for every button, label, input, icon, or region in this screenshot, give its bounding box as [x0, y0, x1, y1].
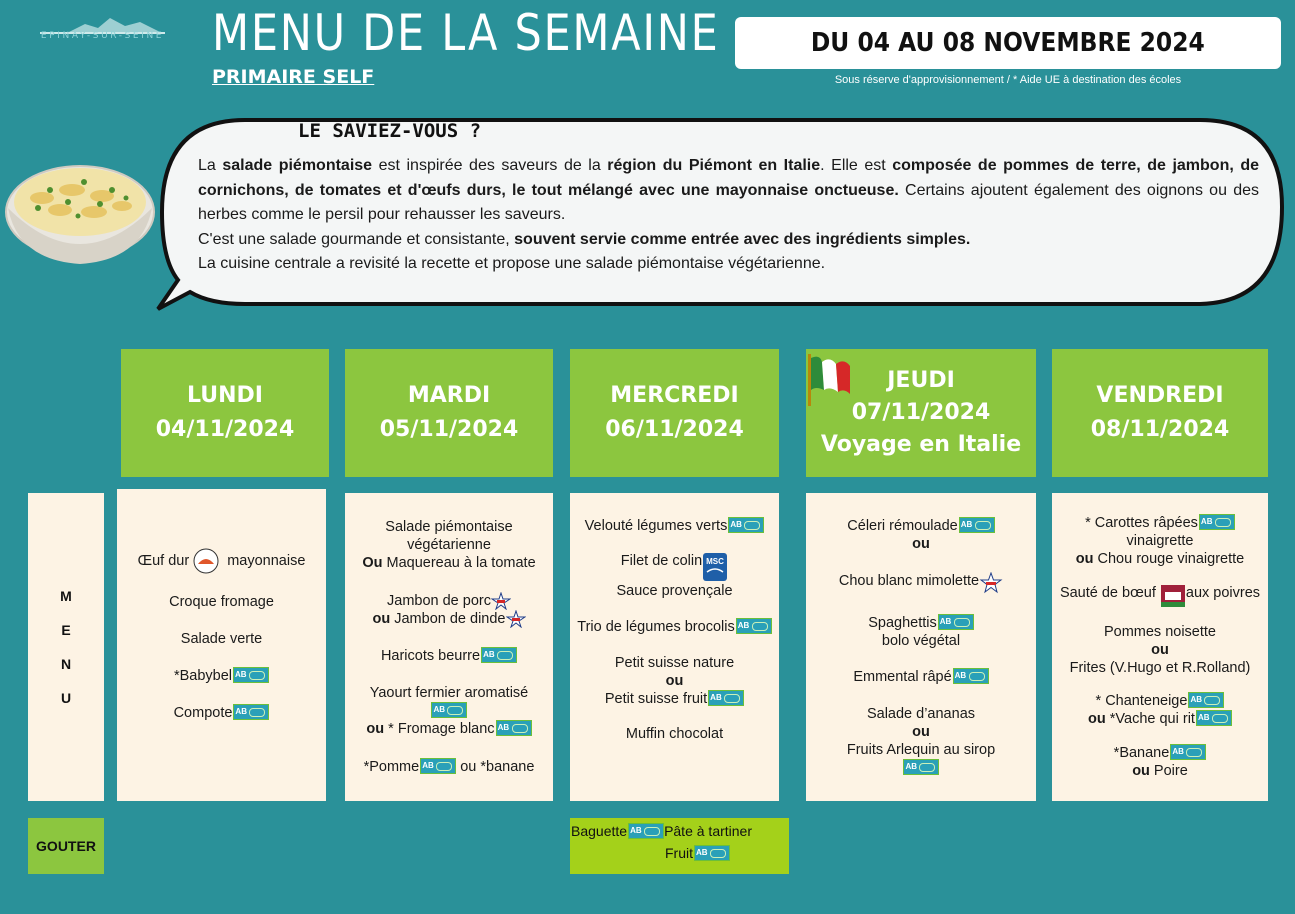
menu-item: * ChanteneigeAB ou *Vache qui ritAB — [1088, 692, 1232, 728]
day-header-mercredi — [570, 349, 779, 477]
day-date: 05/11/2024 — [379, 417, 519, 442]
organic-label-icon — [233, 704, 269, 720]
gouter-line-1: BaguetteAB Pâte à tartiner — [571, 823, 752, 839]
day-name: JEUDI — [887, 368, 955, 393]
menu-item: Yaourt fermier aromatisé AB ou * Fromage blancAB — [366, 684, 531, 738]
day-date: 04/11/2024 — [155, 417, 295, 442]
city-logo — [10, 12, 195, 48]
organic-label-icon — [1196, 710, 1232, 726]
day-theme: Voyage en Italie — [820, 432, 1022, 457]
svg-text:MSC: MSC — [706, 557, 725, 567]
menu-item: Chou blanc mimolette — [839, 572, 1003, 596]
menu-item: Salade piémontaise végétarienne Ou Maquereau à la tomate — [362, 519, 536, 572]
day-name: LUNDI — [187, 383, 263, 408]
menu-item: Pommes noisette ou Frites (V.Hugo et R.Rolland) — [1069, 623, 1251, 676]
disclaimer-text: Sous réserve d'approvisionnement / * Aide UE à destination des écoles — [834, 74, 1182, 86]
menu-letter: N — [60, 656, 72, 672]
gouter-side-label: GOUTER — [28, 818, 104, 874]
day-header-vendredi — [1052, 349, 1268, 477]
organic-label-icon — [903, 759, 939, 775]
menu-item: Jambon de porc ou Jambon de dinde — [373, 592, 526, 628]
menu-item: *BabybelAB — [174, 667, 269, 685]
organic-label-icon — [959, 517, 995, 533]
gouter-mercredi — [570, 818, 789, 874]
day-name: MERCREDI — [610, 383, 739, 408]
menu-item: Sauté de bœuf aux poivres — [1060, 584, 1260, 608]
menu-item: Trio de légumes brocolisAB — [577, 618, 771, 636]
menu-item: *PommeAB ou *banane — [364, 758, 535, 776]
menu-item: Croque fromage — [169, 594, 274, 610]
menu-item: Muffin chocolat — [625, 726, 724, 743]
page-title: MENU DE LA SEMAINE — [212, 4, 720, 62]
bubble-paragraph-3: La cuisine centrale a revisité la recette et propose une salade piémontaise végétarienne. — [198, 255, 826, 272]
viande-bovine-francaise-icon — [1160, 584, 1186, 608]
day-name: VENDREDI — [1096, 383, 1224, 408]
organic-label-icon — [708, 690, 744, 706]
menu-letter: E — [61, 622, 71, 638]
organic-label-icon — [736, 618, 772, 634]
menu-letter: M — [60, 588, 72, 604]
day-date: 07/11/2024 — [851, 400, 991, 425]
menu-item: Emmental râpéAB — [853, 668, 988, 686]
menu-item: * Carottes râpéesAB vinaigrette ou Chou rouge vinaigrette — [1076, 514, 1244, 568]
label-rouge-icon — [979, 572, 1003, 596]
organic-label-icon — [233, 667, 269, 683]
logo-text: EPINAY-SUR-SEINE — [40, 31, 165, 41]
menu-mercredi — [570, 493, 779, 801]
organic-label-icon — [953, 668, 989, 684]
organic-label-icon — [481, 647, 517, 663]
organic-label-icon — [628, 823, 664, 839]
menu-item: Haricots beurreAB — [381, 647, 517, 665]
salad-bowl-image — [2, 150, 158, 268]
day-name: MARDI — [407, 383, 491, 408]
organic-label-icon — [1170, 744, 1206, 760]
organic-label-icon — [1199, 514, 1235, 530]
bubble-text — [198, 154, 1259, 277]
menu-item: Petit suisse nature ou Petit suisse fruitAB — [605, 654, 744, 708]
menu-item: Salade d’ananas ou Fruits Arlequin au sirop AB — [847, 705, 995, 777]
date-range-text: DU 04 AU 08 NOVEMBRE 2024 — [811, 28, 1205, 58]
menu-item: Velouté légumes vertsAB — [585, 517, 765, 535]
organic-label-icon — [431, 702, 467, 718]
organic-label-icon — [420, 758, 456, 774]
day-header-lundi — [121, 349, 329, 477]
menu-vendredi — [1052, 493, 1268, 801]
bubble-title: LE SAVIEZ-VOUS ? — [298, 120, 482, 142]
organic-label-icon — [1188, 692, 1224, 708]
organic-label-icon — [728, 517, 764, 533]
menu-item: Céleri rémouladeAB ou — [847, 517, 994, 553]
bubble-paragraph-1: La salade piémontaise est inspirée des saveurs de la région du Piémont en Italie. Elle est composée de pommes de terre, de jambon, de cornichons, de tomates et d'œufs durs, le tout mélangé avec une mayonnaise onctueuse. Certains ajoutent également des oignons ou des herbes comme le persil pour rehausser les saveurs. — [198, 157, 1260, 223]
menu-item: SpaghettisAB bolo végétal — [868, 614, 974, 650]
menu-mardi — [345, 493, 553, 801]
volaille-francaise-icon — [506, 610, 526, 628]
organic-label-icon — [496, 720, 532, 736]
menu-item: CompoteAB — [174, 704, 270, 722]
page-subtitle: PRIMAIRE SELF — [212, 66, 375, 88]
menu-lundi — [117, 489, 326, 801]
day-header-mardi — [345, 349, 553, 477]
menu-letter: U — [60, 690, 72, 706]
menu-item: *BananeAB ou Poire — [1114, 744, 1207, 780]
menu-jeudi — [806, 493, 1036, 801]
bubble-paragraph-2: C'est une salade gourmande et consistante, souvent servie comme entrée avec des ingrédients simples. — [198, 230, 971, 248]
day-date: 08/11/2024 — [1090, 417, 1230, 442]
italy-flag-icon — [806, 352, 854, 408]
menu-side-label — [28, 493, 104, 801]
organic-label-icon — [694, 845, 730, 861]
gouter-line-2: FruitAB — [665, 845, 730, 861]
organic-label-icon — [938, 614, 974, 630]
menu-item: Œuf dur mayonnaise — [138, 548, 306, 574]
porc-francais-icon — [491, 592, 511, 610]
msc-label-icon — [702, 552, 728, 582]
date-range-box — [735, 17, 1281, 69]
menu-item: Filet de colin MSC Sauce provençale — [616, 553, 733, 600]
bleu-blanc-coeur-icon — [189, 548, 223, 574]
day-date: 06/11/2024 — [605, 417, 744, 442]
menu-item: Salade verte — [180, 631, 263, 647]
